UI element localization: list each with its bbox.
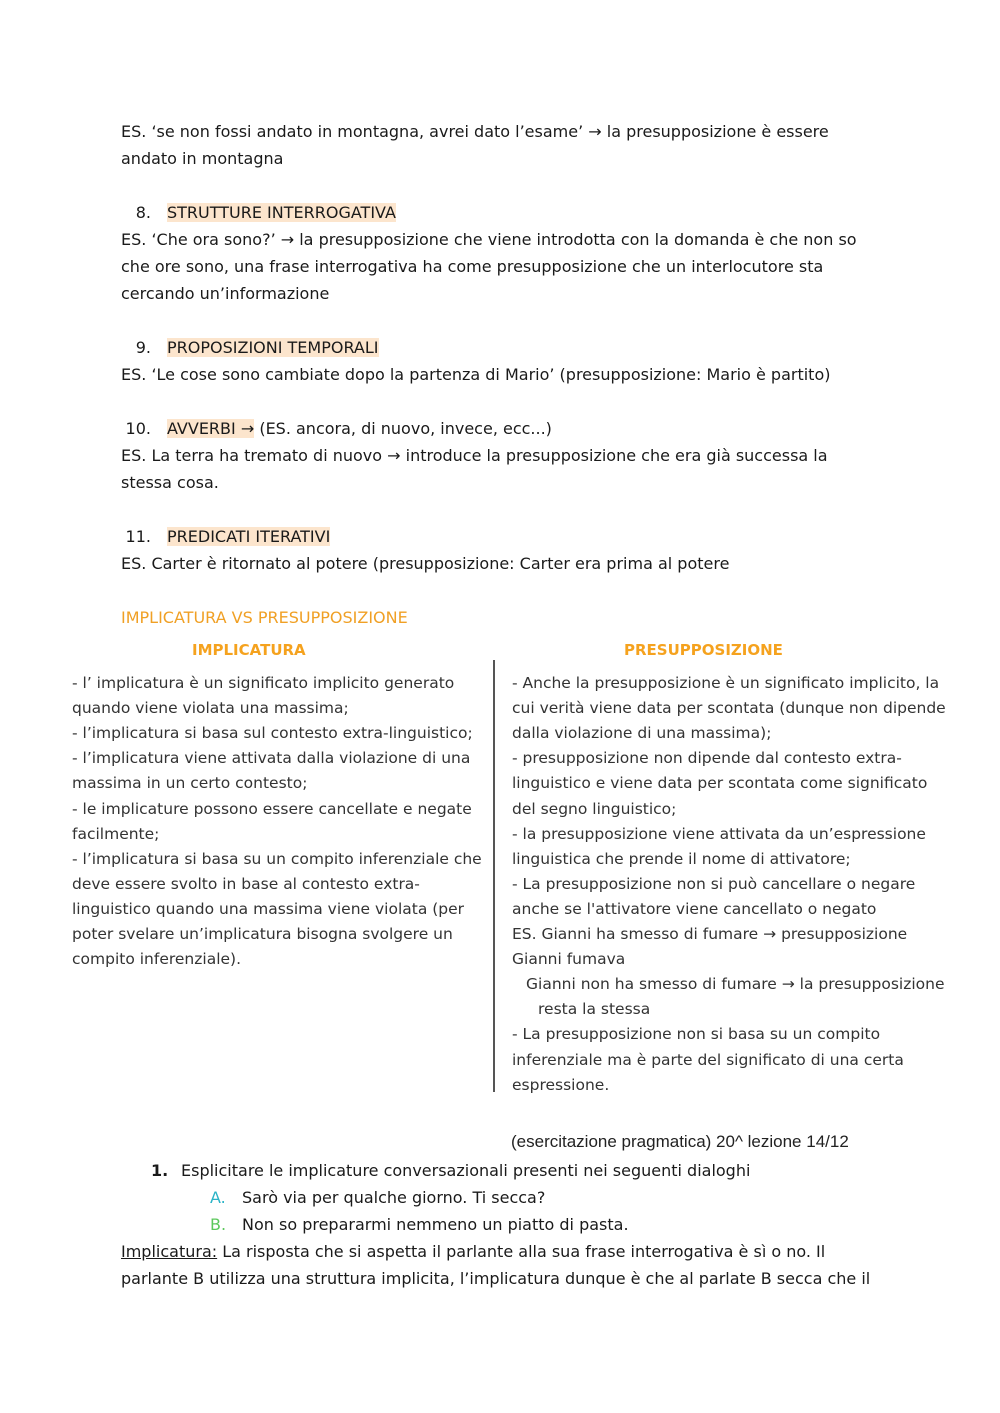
section-title: STRUTTURE INTERROGATIVA [167, 203, 396, 222]
section-title-suffix: (ES. ancora, di nuovo, invece, ecc...) [254, 419, 552, 438]
section-heading [121, 199, 881, 226]
document-body [121, 118, 881, 631]
section-example: ES. ‘Le cose sono cambiate dopo la partenza di Mario’ (presupposizione: Mario è partito) [121, 365, 831, 384]
answer-label: Implicatura: [121, 1242, 218, 1261]
dialogue-line [121, 1211, 881, 1238]
presupposizione-line: - la presupposizione viene attivata da un’espressione linguistica che prende il nome di attivatore; [512, 824, 926, 868]
exercise-section [121, 1157, 881, 1292]
implicatura-line: - l’implicatura si basa su un compito inferenziale che deve essere svolto in base al contesto extra-linguistico quando una massima viene violata (per poter svelare un’implicatura bisogna svolgere un compito inferenziale). [72, 849, 482, 969]
section-number: 9. [135, 338, 151, 357]
presupposizione-title: PRESUPPOSIZIONE [624, 641, 783, 659]
section-example: ES. ‘Che ora sono?’ → la presupposizione che viene introdotta con la domanda è che non so che ore sono, una frase interrogativa ha come presupposizione che un interlocutore sta cercando un’informazione [121, 230, 857, 303]
exercise-prompt [121, 1157, 881, 1184]
section-title: AVVERBI → [167, 419, 255, 438]
section-heading [121, 415, 881, 442]
presupposizione-indented-example: Gianni non ha smesso di fumare → la presupposizione resta la stessa [526, 975, 945, 1019]
dialogue-text: Sarò via per qualche giorno. Ti secca? [242, 1188, 546, 1207]
implicatura-line: - l’implicatura viene attivata dalla violazione di una massima in un certo contesto; [72, 749, 471, 793]
section-number: 11. [125, 527, 151, 546]
section-title: PROPOSIZIONI TEMPORALI [167, 338, 379, 357]
implicatura-line: - l’implicatura si basa sul contesto extra-linguistico; [72, 724, 473, 743]
presupposizione-line: ES. Gianni ha smesso di fumare → presupposizione Gianni fumava [512, 925, 908, 969]
implicatura-line: - l’ implicatura è un significato implicito generato quando viene violata una massima; [72, 674, 455, 718]
lesson-note: (esercitazione pragmatica) 20^ lezione 14/12 [511, 1132, 849, 1151]
presupposizione-line: - Anche la presupposizione è un significato implicito, la cui verità viene data per scontata (dunque non dipende dalla violazione di una massima); [512, 674, 946, 743]
column-divider [493, 660, 495, 1092]
presupposizione-line: - presupposizione non dipende dal contesto extra-linguistico e viene data per scontata come significato del segno linguistico; [512, 749, 928, 818]
section-example: ES. La terra ha tremato di nuovo → introduce la presupposizione che era già successa la stessa cosa. [121, 446, 828, 492]
implicatura-line: - le implicature possono essere cancellate e negate facilmente; [72, 799, 472, 843]
answer-text: La risposta che si aspetta il parlante alla sua frase interrogativa è sì o no. Il parlante B utilizza una struttura implicita, l’implicatura dunque è che al parlate B secca che il [121, 1242, 871, 1288]
dialogue-label: A. [210, 1188, 226, 1207]
section-title: PREDICATI ITERATIVI [167, 527, 331, 546]
comparison-table [72, 638, 952, 1098]
section-example: ES. Carter è ritornato al potere (presupposizione: Carter era prima al potere [121, 554, 730, 573]
presupposizione-line: - La presupposizione non si può cancellare o negare anche se l'attivatore viene cancellato o negato [512, 874, 916, 918]
dialogue-text: Non so prepararmi nemmeno un piatto di pasta. [242, 1215, 629, 1234]
presupposizione-column [512, 638, 952, 1098]
dialogue-label: B. [210, 1215, 227, 1234]
implicatura-answer [121, 1238, 881, 1292]
presupposizione-line: - La presupposizione non si basa su un compito inferenziale ma è parte del significato di una certa espressione. [512, 1025, 904, 1094]
section-heading [121, 334, 881, 361]
section-heading [121, 523, 881, 550]
section-number: 8. [135, 203, 151, 222]
implicatura-title: IMPLICATURA [192, 641, 306, 659]
comparison-heading: IMPLICATURA VS PRESUPPOSIZIONE [121, 608, 408, 627]
section-number: 10. [125, 419, 151, 438]
implicatura-column [72, 638, 482, 972]
exercise-prompt-text: Esplicitare le implicature conversazionali presenti nei seguenti dialoghi [181, 1161, 751, 1180]
exercise-number: 1. [151, 1161, 169, 1180]
dialogue-line [121, 1184, 881, 1211]
intro-example: ES. ‘se non fossi andato in montagna, avrei dato l’esame’ → la presupposizione è essere andato in montagna [121, 122, 829, 168]
